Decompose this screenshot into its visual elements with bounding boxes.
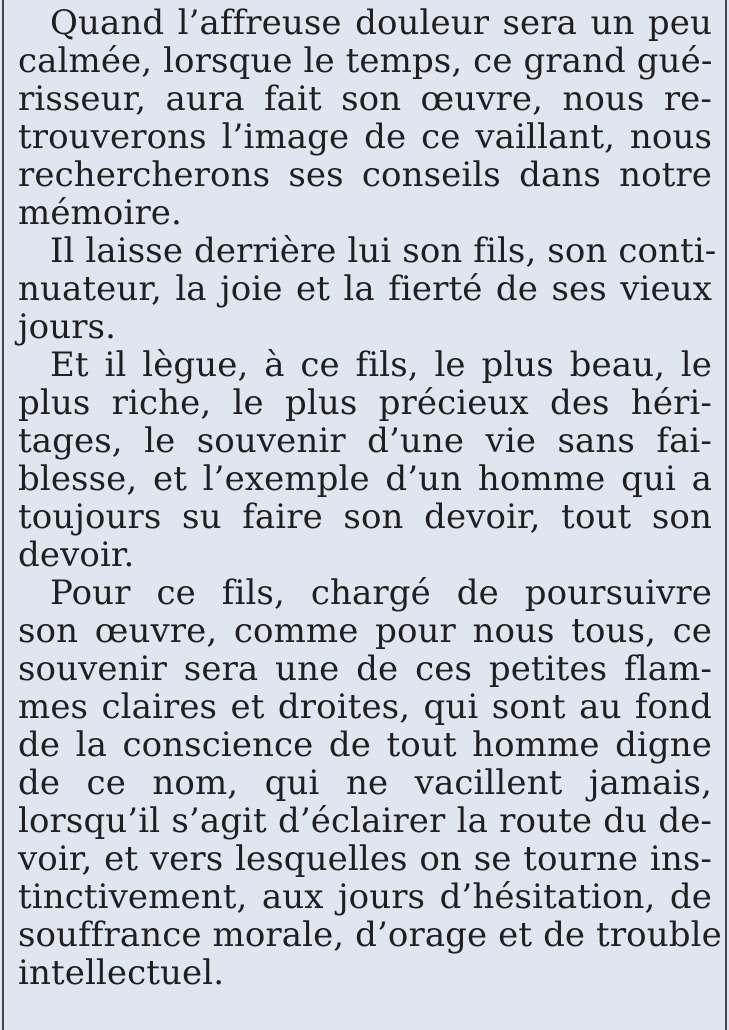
paragraph-4-line-10: souffrance morale, d’orage et de trouble bbox=[18, 915, 722, 955]
paragraph-3-line-5: toujours su faire son devoir, tout son bbox=[18, 497, 712, 537]
paragraph-3-line-1: Et il lègue, à ce fils, le plus beau, le bbox=[50, 345, 712, 385]
paragraph-2-line-2: nuateur, la joie et la fierté de ses vieux bbox=[18, 269, 712, 309]
column-left-rule bbox=[2, 0, 4, 1030]
paragraph-4-line-3: souvenir sera une de ces petites flam- bbox=[18, 649, 712, 689]
paragraph-4-line-7: lorsqu’il s’agit d’éclairer la route du de- bbox=[18, 801, 712, 841]
paragraph-4-line-1: Pour ce fils, chargé de poursuivre bbox=[50, 573, 712, 613]
paragraph-1-line-1: Quand l’affreuse douleur sera un peu bbox=[50, 3, 712, 43]
paragraph-4-line-2: son œuvre, comme pour nous tous, ce bbox=[18, 611, 712, 651]
paragraph-1-line-2: calmée, lorsque le temps, ce grand gué- bbox=[18, 41, 713, 81]
column-right-rule bbox=[725, 0, 727, 1030]
paragraph-1-line-4: trouverons l’image de ce vaillant, nous bbox=[18, 117, 712, 157]
paragraph-4-line-5: de la conscience de tout homme digne bbox=[18, 725, 712, 765]
paragraph-4-line-8: voir, et vers lesquelles on se tourne ins- bbox=[18, 839, 712, 879]
paragraph-2-line-3: jours. bbox=[18, 307, 117, 347]
paragraph-1-line-3: risseur, aura fait son œuvre, nous re- bbox=[18, 79, 712, 119]
paragraph-4-line-9: tinctivement, aux jours d’hésitation, de bbox=[18, 877, 712, 917]
paragraph-4-line-11: intellectuel. bbox=[18, 953, 225, 993]
paragraph-2-line-1: Il laisse derrière lui son fils, son conti- bbox=[50, 231, 717, 271]
paragraph-4-line-4: mes claires et droites, qui sont au fond bbox=[18, 687, 712, 727]
paragraph-4-line-6: de ce nom, qui ne vacillent jamais, bbox=[18, 763, 712, 803]
paragraph-3-line-2: plus riche, le plus précieux des héri- bbox=[18, 383, 712, 423]
paragraph-3-line-4: blesse, et l’exemple d’un homme qui a bbox=[18, 459, 712, 499]
paragraph-3-line-3: tages, le souvenir d’une vie sans fai- bbox=[18, 421, 712, 461]
paragraph-1-line-6: mémoire. bbox=[18, 193, 182, 233]
paragraph-3-line-6: devoir. bbox=[18, 535, 135, 575]
paragraph-1-line-5: rechercherons ses conseils dans notre bbox=[18, 155, 712, 195]
